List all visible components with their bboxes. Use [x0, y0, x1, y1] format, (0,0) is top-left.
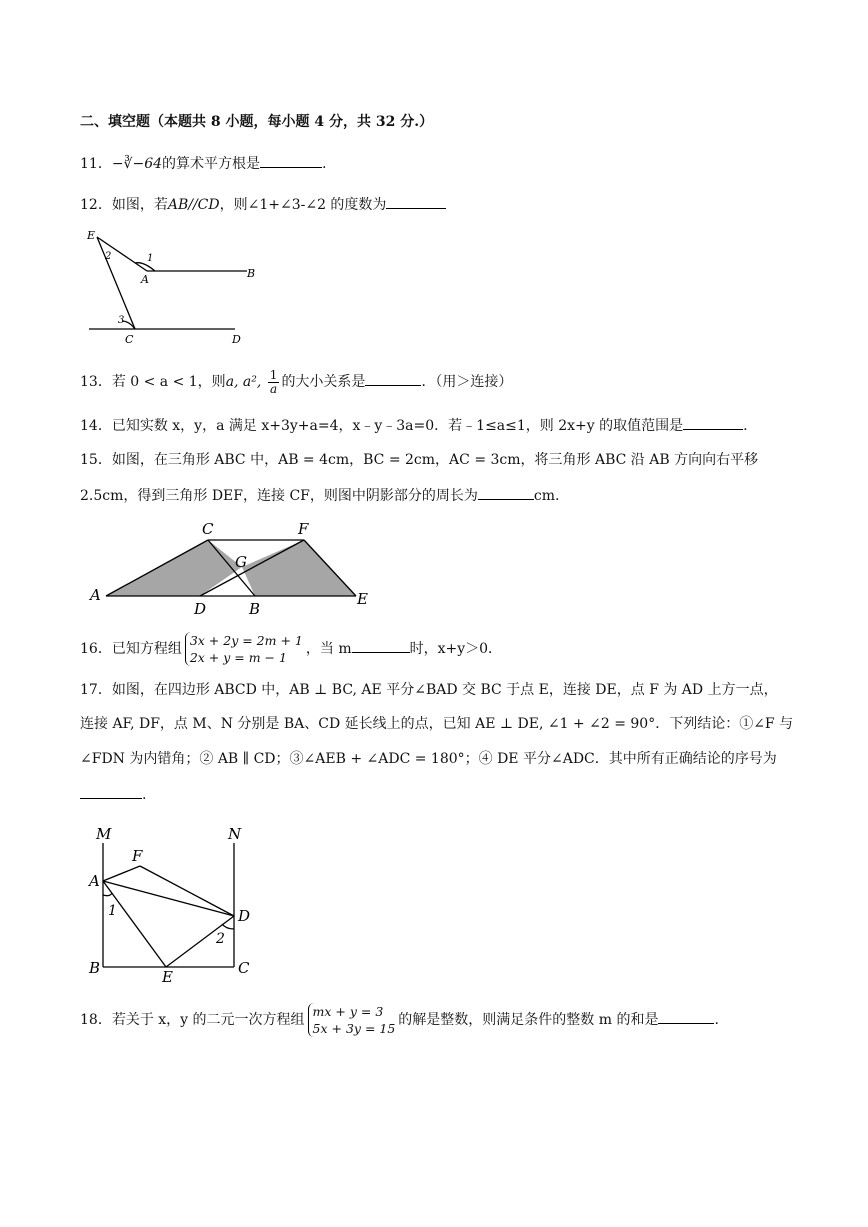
q16-equation-1: 3x + 2y = 2m + 1	[189, 633, 303, 648]
q12-answer-blank[interactable]	[386, 194, 446, 209]
q16-answer-blank[interactable]	[352, 638, 410, 653]
q14-text: 14．已知实数 x，y，a 满足 x+3y+a=4，x﹣y﹣3a=0．若﹣1≤a≤1，则 2x+y 的取值范围是	[80, 418, 684, 434]
q13-frac-denominator: a	[270, 381, 278, 396]
fig12-angle-1: 1	[147, 253, 154, 264]
q13-fraction	[268, 369, 280, 396]
fig12-label-d: D	[232, 333, 241, 346]
q18-answer-blank[interactable]	[658, 1009, 714, 1024]
fig12-label-c: C	[125, 333, 134, 346]
fig17-label-f: F	[132, 847, 143, 865]
question-17-line3: ∠FDN 为内错角；② AB ∥ CD；③∠AEB + ∠ADC = 180°；④ DE 平分∠ADC．其中所有正确结论的序号为	[80, 751, 777, 767]
question-16	[80, 630, 502, 668]
q17-answer-blank[interactable]	[80, 784, 142, 799]
q13-frac-numerator: 1	[269, 367, 278, 382]
question-17-line4	[80, 784, 146, 804]
q18-text: 的解是整数，则满足条件的整数 m 的和是	[398, 1012, 659, 1028]
fig12-angle-2: 2	[105, 251, 112, 262]
q15-text: 2.5cm，得到三角形 DEF，连接 CF，则图中阴影部分的周长为	[80, 488, 478, 504]
figure-q12	[85, 225, 275, 345]
q18-equation-1: mx + y = 3	[312, 1004, 384, 1019]
q16-equation-2: 2x + y = m − 1	[189, 650, 287, 665]
q18-prefix: 18．若关于 x，y 的二元一次方程组	[80, 1012, 305, 1028]
question-13	[80, 367, 512, 397]
fig12-label-b: B	[247, 267, 256, 280]
q16-text: ，当 m	[305, 641, 352, 657]
q11-text: 的算术平方根是	[162, 156, 261, 172]
fig12-label-a: A	[141, 273, 149, 286]
fig15-label-c: C	[202, 520, 214, 538]
q11-answer-blank[interactable]	[260, 153, 322, 168]
q12-text: ，则∠1+∠3-∠2 的度数为	[219, 197, 387, 213]
fig17-label-c: C	[238, 959, 250, 977]
fig17-label-b: B	[89, 959, 101, 977]
q17-end: .	[142, 787, 147, 803]
q15-unit: cm.	[533, 488, 560, 504]
fig17-label-a: A	[89, 872, 100, 890]
q12-condition: AB//CD	[167, 197, 220, 213]
q18-end: .	[714, 1012, 719, 1028]
q18-equation-system	[308, 1003, 396, 1037]
fig15-label-d: D	[194, 600, 207, 618]
fig17-label-n: N	[228, 825, 242, 843]
fig17-label-e: E	[162, 968, 173, 986]
fig15-label-e: E	[357, 590, 368, 608]
fig15-label-b: B	[249, 600, 261, 618]
q11-number: 11．	[80, 156, 112, 172]
q11-expression: −∛−64	[111, 156, 163, 172]
fig17-angle-2: 2	[216, 931, 225, 947]
q15-answer-blank[interactable]	[478, 485, 534, 500]
fig12-label-e: E	[87, 229, 96, 242]
q13-prefix: 13．若 0 < a < 1，则	[80, 374, 226, 390]
fig12-angle-3: 3	[118, 315, 125, 326]
q18-equation-2: 5x + 3y = 15	[312, 1021, 396, 1036]
fig17-label-d: D	[238, 907, 251, 925]
question-12	[80, 194, 446, 214]
fig15-label-a: A	[90, 586, 101, 604]
question-11	[80, 153, 326, 173]
question-15-line1: 15．如图，在三角形 ABC 中，AB = 4cm，BC = 2cm，AC = 3cm，将三角形 ABC 沿 AB 方向向右平移	[80, 452, 759, 468]
figure-q17	[88, 823, 268, 986]
question-15-line2	[80, 485, 559, 505]
q16-equation-system	[185, 632, 303, 666]
q13-hint: ．（用＞连接）	[421, 374, 513, 390]
figure-q15	[88, 518, 378, 618]
q12-number: 12．如图，若	[80, 197, 168, 213]
question-18	[80, 1001, 719, 1039]
question-14	[80, 415, 748, 435]
section-title: 二、填空题（本题共 8 小题，每小题 4 分，共 32 分.）	[80, 114, 434, 130]
fig17-angle-1: 1	[108, 903, 117, 919]
question-17-line1: 17．如图，在四边形 ABCD 中，AB ⊥ BC, AE 平分∠BAD 交 BC 于点 E，连接 DE，点 F 为 AD 上方一点，	[80, 682, 778, 698]
q16-end: 时，x+y＞0．	[409, 641, 503, 657]
q13-values: a, a²,	[225, 374, 266, 390]
fig17-label-m: M	[96, 825, 112, 843]
q13-answer-blank[interactable]	[365, 371, 421, 386]
fig15-label-f: F	[298, 520, 309, 538]
fig15-label-g: G	[235, 553, 247, 571]
question-17-line2: 连接 AF, DF，点 M、N 分别是 BA、CD 延长线上的点，已知 AE ⊥ DE, ∠1 + ∠2 = 90°．下列结论：①∠F 与	[80, 716, 794, 732]
q14-end: .	[743, 418, 748, 434]
q16-prefix: 16．已知方程组	[80, 641, 182, 657]
q13-text: 的大小关系是	[281, 374, 366, 390]
q11-end: .	[322, 156, 327, 172]
q14-answer-blank[interactable]	[683, 415, 743, 430]
